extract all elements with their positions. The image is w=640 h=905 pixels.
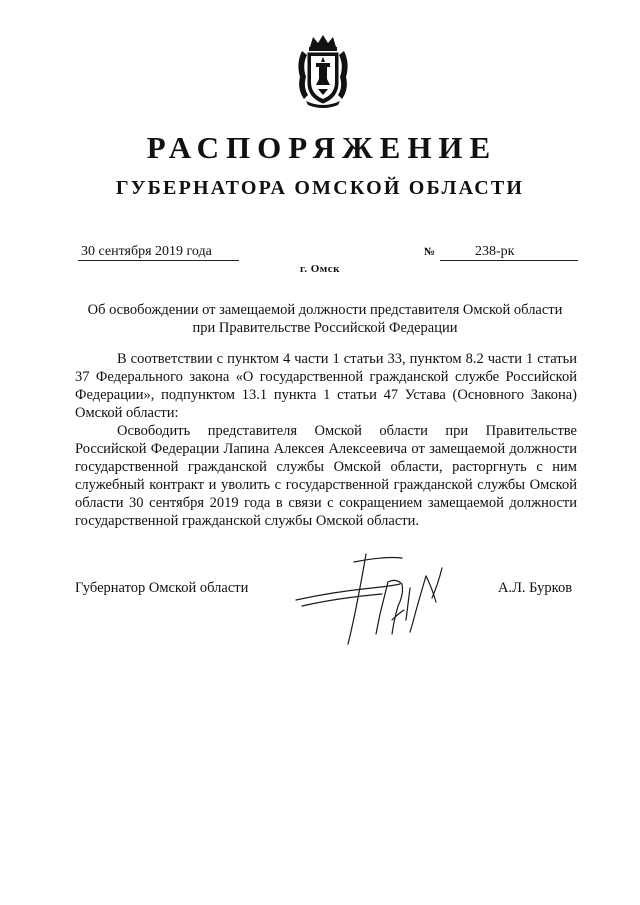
coat-of-arms-icon — [294, 33, 352, 109]
document-number-field — [440, 243, 578, 261]
signatory-name: А.Л. Бурков — [498, 580, 573, 596]
signatory-position: Губернатор Омской области — [75, 580, 249, 596]
heading-line-1: Об освобождении от замещаемой должности представителя Омской области — [87, 302, 563, 318]
document-subtitle: ГУБЕРНАТОРА ОМСКОЙ ОБЛАСТИ — [115, 177, 525, 199]
document-body — [75, 350, 577, 530]
document-number: 238-рк — [475, 244, 515, 259]
paragraph-2: Освободить представителя Омской области при Правительстве Российской Федерации Лапина Алексея Алексеевича от замещаемой должности государственной гражданской службы Омской области, расторгнуть с ним служебный контракт и уволить с государственной гражданской службы Омской области 30 сентября 2019 года в связи с сокращением замещаемой должности государственной гражданской службы Омской области. — [75, 423, 577, 529]
heading-line-2: при Правительстве Российской Федерации — [192, 320, 458, 336]
document-city: г. Омск — [299, 263, 341, 275]
handwritten-signature — [292, 548, 472, 648]
document-heading — [70, 301, 580, 337]
number-label: № — [424, 246, 436, 258]
document-title: РАСПОРЯЖЕНИЕ — [146, 130, 498, 165]
paragraph-1: В соответствии с пунктом 4 части 1 статьи 33, пунктом 8.2 части 1 статьи 37 Федерального закона «О государственной гражданской службе Российской Федерации», подпунктом 13.1 пункта 1 статьи 47 Устава (Основного Закона) Омской области: — [75, 351, 577, 421]
document-date: 30 сентября 2019 года — [78, 243, 239, 261]
